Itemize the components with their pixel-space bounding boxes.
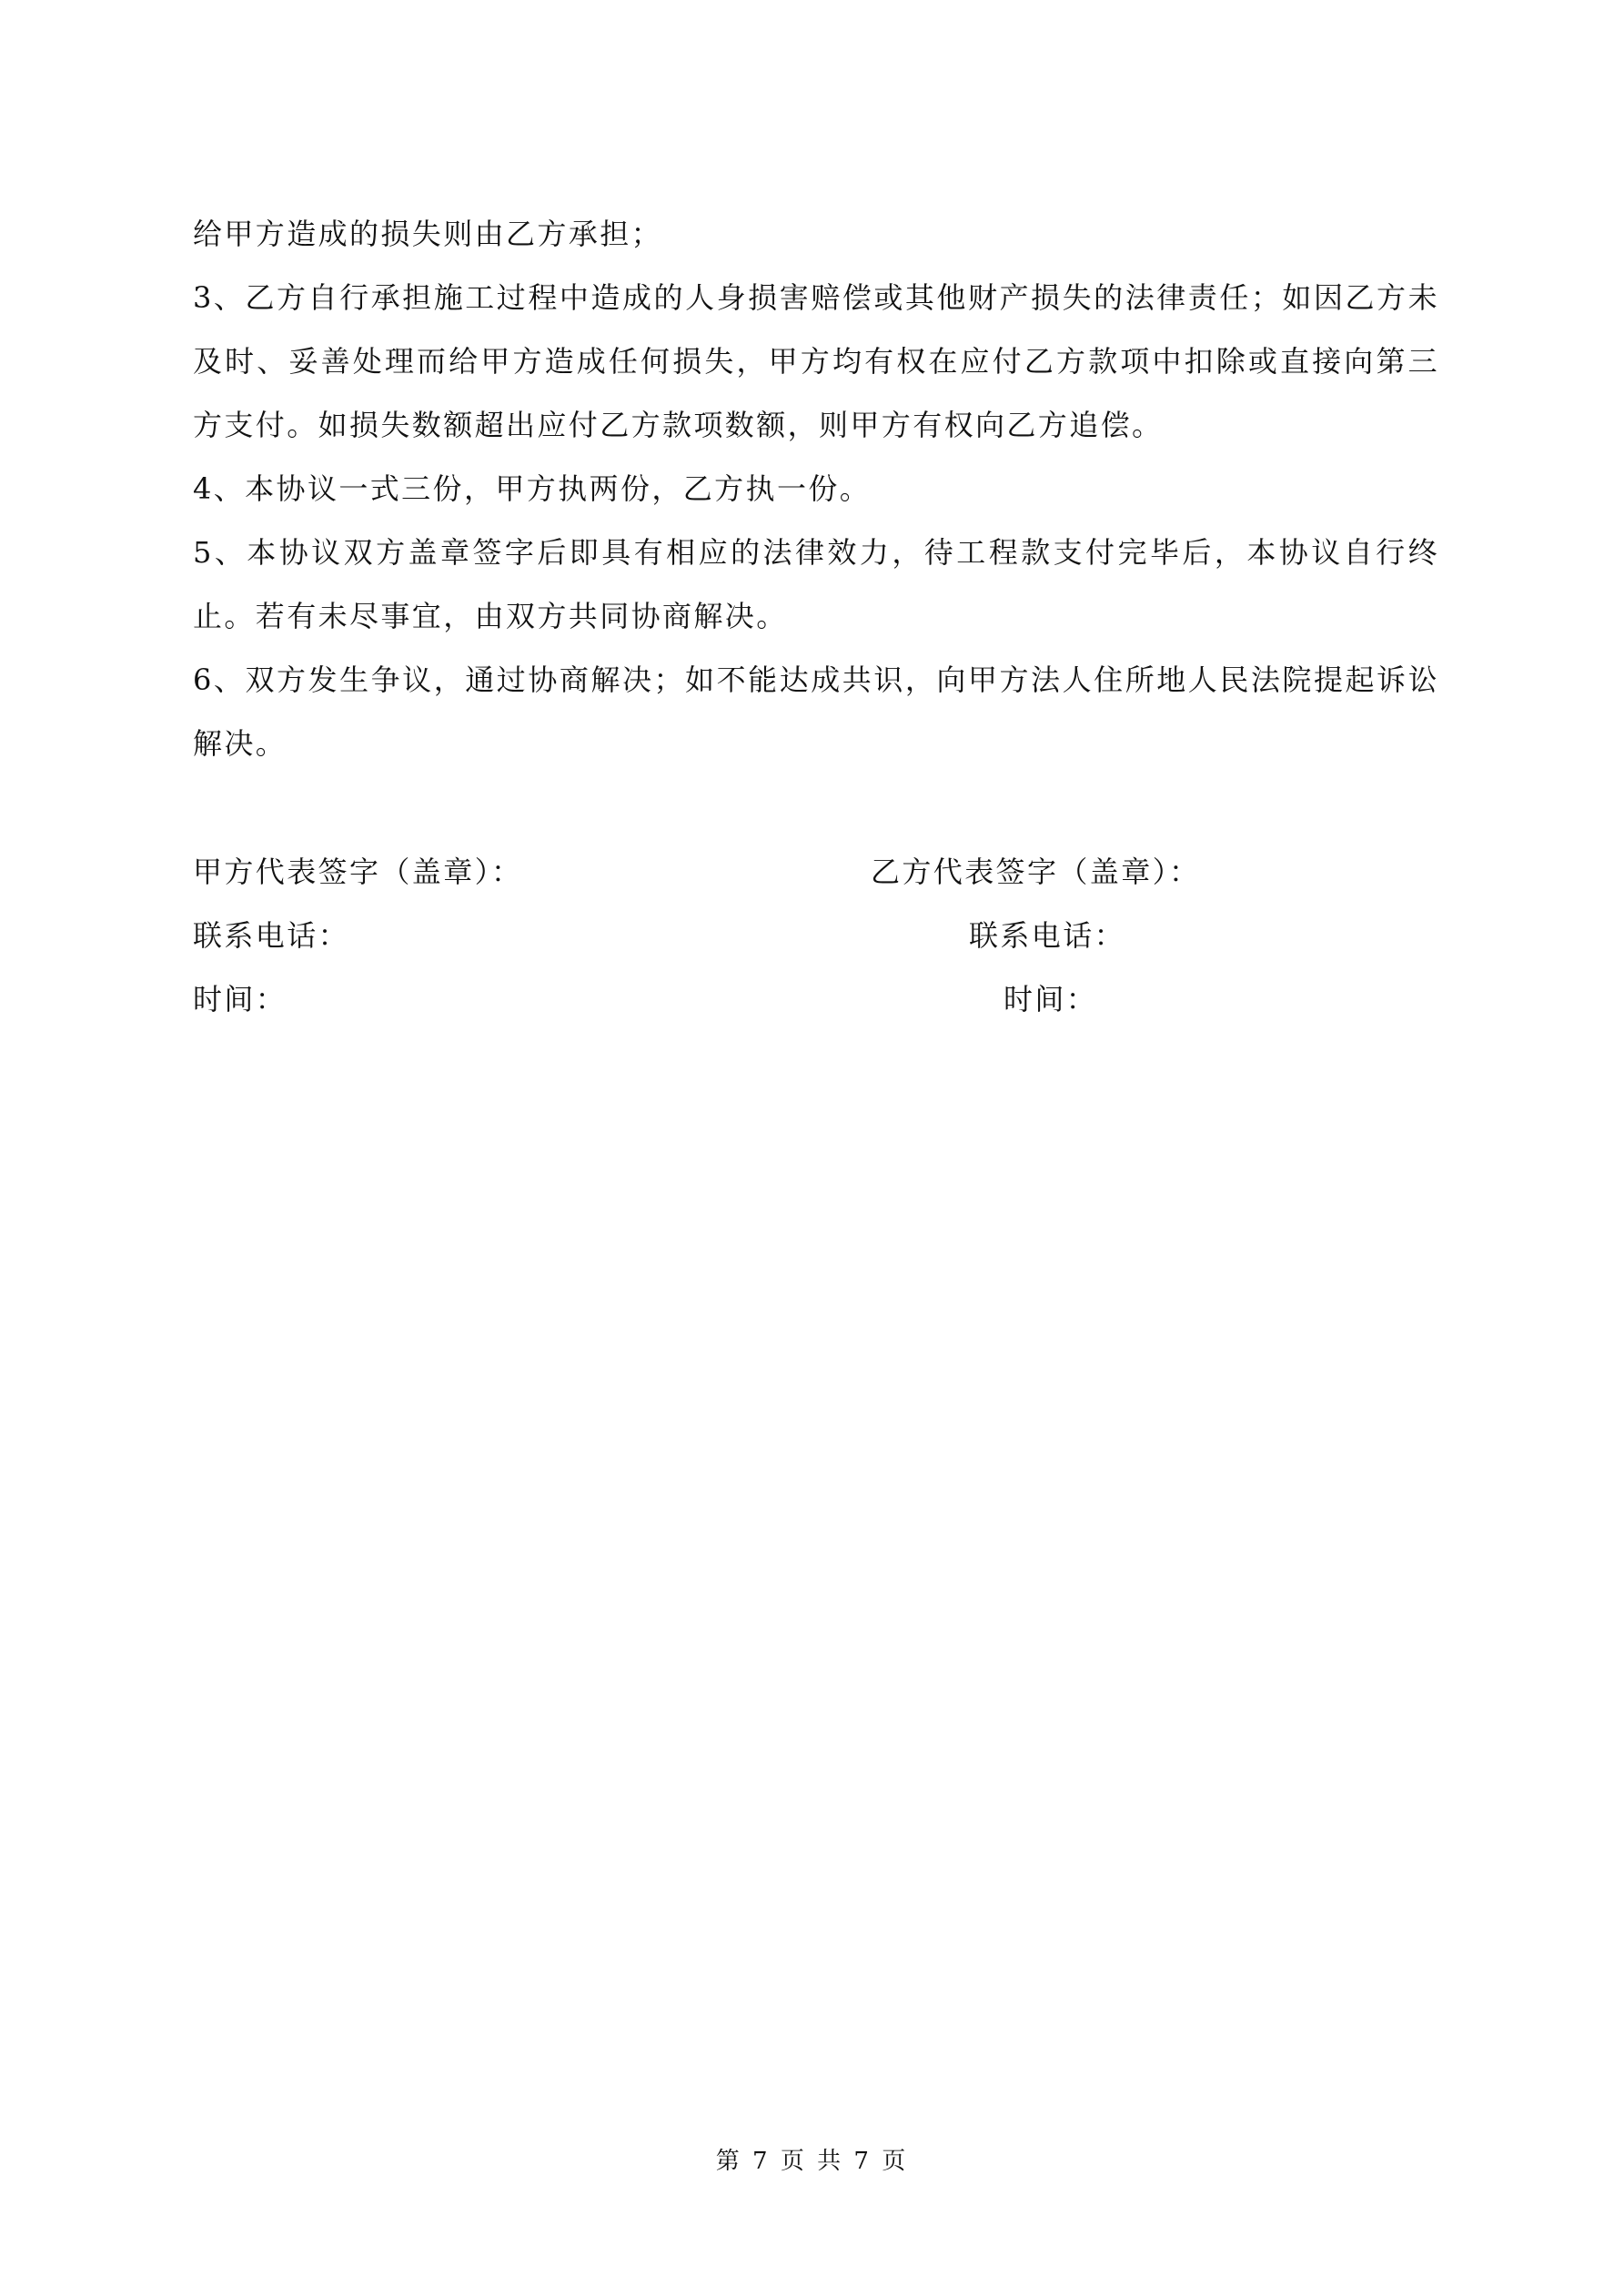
party-b-sign-label: 乙方代表签字（盖章）：	[871, 855, 1201, 889]
party-a-phone-label: 联系电话：	[193, 918, 350, 953]
time-row	[193, 967, 1439, 1031]
page-number-footer: 第 7 页 共 7 页	[715, 2148, 909, 2175]
signature-section	[193, 840, 1439, 1031]
agreement-body	[193, 202, 1439, 775]
paragraph-loss-continuation: 给甲方造成的损失则由乙方承担；	[193, 217, 663, 251]
party-a-sign-label: 甲方代表签字（盖章）：	[193, 855, 523, 889]
phone-row	[193, 904, 1439, 967]
paragraph-clause-5: 5、本协议双方盖章签字后即具有相应的法律效力，待工程款支付完毕后，本协议自行终止。若有未尽事宜，由双方共同协商解决。	[193, 535, 1439, 633]
paragraph-clause-3: 3、乙方自行承担施工过程中造成的人身损害赔偿或其他财产损失的法律责任；如因乙方未及时、妥善处理而给甲方造成任何损失，甲方均有权在应付乙方款项中扣除或直接向第三方支付。如损失数额超出应付乙方款项数额，则甲方有权向乙方追偿。	[193, 280, 1439, 442]
party-b-time-label: 时间：	[1004, 982, 1098, 1017]
party-b-phone-label: 联系电话：	[969, 918, 1126, 953]
signature-row	[193, 840, 1439, 904]
paragraph-clause-4: 4、本协议一式三份，甲方执两份，乙方执一份。	[193, 471, 872, 506]
paragraph-clause-6: 6、双方发生争议，通过协商解决；如不能达成共识，向甲方法人住所地人民法院提起诉讼解决。	[193, 663, 1439, 761]
party-a-time-label: 时间：	[193, 982, 287, 1017]
